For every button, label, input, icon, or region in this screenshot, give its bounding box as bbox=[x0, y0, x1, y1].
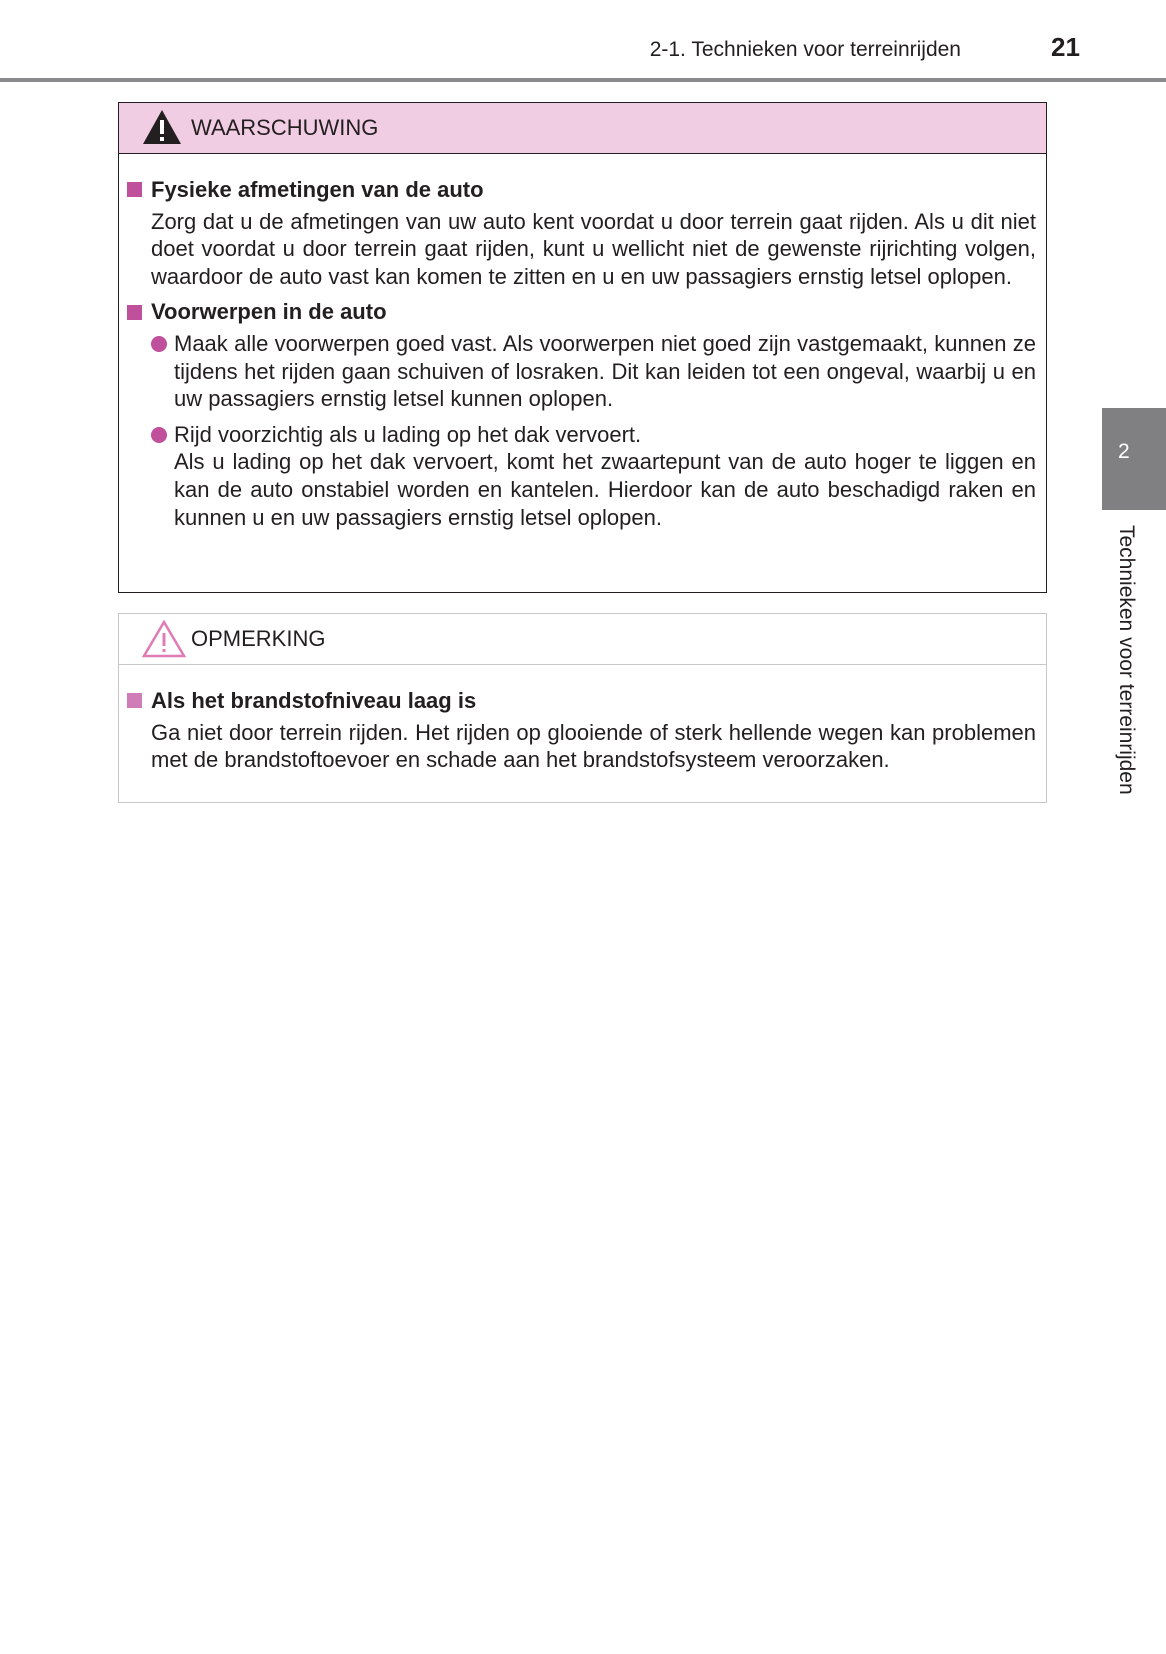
notice-header bbox=[119, 614, 1046, 665]
list-item: Maak alle voorwerpen goed vast. Als voorwerpen niet goed zijn vastgemaakt, kunnen ze tijdens het rijden gaan schuiven of losraken. Dit kan leiden tot een ongeval, waarbij u en uw passagiers ernstig letsel kunnen oplopen. bbox=[151, 330, 1036, 413]
warning-triangle-icon bbox=[142, 109, 182, 145]
section-heading: Fysieke afmetingen van de auto bbox=[127, 176, 1036, 204]
section-text: Zorg dat u de afmetingen van uw auto kent voordat u door terrein gaat rijden. Als u dit niet doet voordat u door terrein gaat rijden, kunt u wellicht niet de gewenste rijrichting volgen, waardoor de auto vast kan komen te zitten en u en uw passagiers ernstig letsel oplopen. bbox=[151, 208, 1036, 289]
warning-box bbox=[118, 102, 1047, 593]
warning-title: WAARSCHUWING bbox=[191, 115, 379, 140]
section-text: Ga niet door terrein rijden. Het rijden op glooiende of sterk hellende wegen kan problemen met de brandstoftoevoer en schade aan het brandstofsysteem veroorzaken. bbox=[151, 719, 1036, 773]
page-number: 21 bbox=[1051, 32, 1080, 62]
square-bullet-icon bbox=[127, 693, 142, 708]
warning-header bbox=[119, 103, 1046, 154]
square-bullet-icon bbox=[127, 305, 142, 320]
section-title: 2-1. Technieken voor terreinrijden bbox=[649, 38, 961, 61]
header-divider bbox=[0, 78, 1166, 82]
notice-box bbox=[118, 613, 1047, 803]
caution-triangle-icon bbox=[142, 620, 186, 658]
chapter-number: 2 bbox=[1118, 440, 1130, 463]
circle-bullet-icon bbox=[151, 427, 167, 443]
notice-title: OPMERKING bbox=[191, 626, 326, 651]
section-heading: Als het brandstofniveau laag is bbox=[127, 687, 1036, 715]
circle-bullet-icon bbox=[151, 336, 167, 352]
chapter-tab bbox=[1102, 408, 1166, 510]
section-heading: Voorwerpen in de auto bbox=[127, 298, 1036, 326]
chapter-side-label: Technieken voor terreinrijden bbox=[1115, 525, 1138, 795]
list-item: Rijd voorzichtig als u lading op het dak vervoert. Als u lading op het dak vervoert, komt het zwaartepunt van de auto hoger te liggen en kan de auto onstabiel worden en kantelen. Hierdoor kan de auto beschadigd raken en kunnen u en uw passagiers ernstig letsel oplopen. bbox=[151, 421, 1036, 531]
square-bullet-icon bbox=[127, 182, 142, 197]
